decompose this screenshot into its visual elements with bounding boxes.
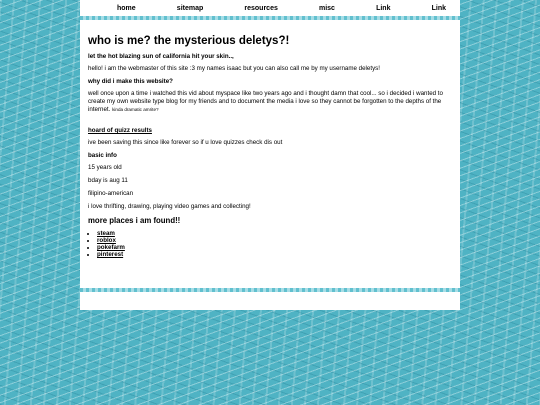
page-title: who is me? the mysterious deletys?!: [88, 35, 290, 47]
list-item: [97, 237, 452, 244]
list-item: [97, 244, 452, 251]
place-link-steam[interactable]: steam: [97, 230, 115, 237]
age-text: 15 years old: [88, 164, 122, 171]
more-places-heading: more places i am found!!: [88, 216, 181, 225]
list-item: [97, 230, 452, 237]
main-panel: [80, 0, 460, 310]
bottom-divider: [80, 288, 460, 292]
list-item: [97, 251, 452, 258]
hobbies-text: i love thrifting, drawing, playing video games and collecting!: [88, 203, 251, 210]
basic-info-heading: basic info: [88, 152, 117, 159]
bday-text: bday is aug 11: [88, 177, 128, 184]
why-small-text: kinda dramatic amrite?: [112, 107, 159, 112]
intro-text: hello! i am the webmaster of this site :3 my names isaac but you can also call me by my username deletys!: [88, 65, 380, 72]
place-link-pokefarm[interactable]: pokefarm: [97, 244, 125, 251]
why-heading: why did i make this website?: [88, 78, 173, 85]
content: [80, 20, 460, 258]
quizz-link[interactable]: hoard of quizz results: [88, 127, 152, 134]
ethnicity-text: filipino-american: [88, 190, 134, 197]
quizz-text: ive been saving this since like forever so if u love quizzes check dis out: [88, 139, 283, 146]
nav-link-2[interactable]: Link: [431, 4, 446, 12]
places-list: [88, 230, 452, 258]
place-link-pinterest[interactable]: pinterest: [97, 251, 124, 258]
nav-misc[interactable]: misc: [318, 4, 335, 12]
why-text: well once upon a time i watched this vid about myspace like two years ago and i thought damn that cool... so i decided i wanted to create my own website type blog for my friends and to document the media i love so they cannot be forgotten to the depths of the internet.: [88, 90, 443, 113]
nav-sitemap[interactable]: sitemap: [176, 4, 204, 12]
why-paragraph: [88, 90, 452, 114]
nav-resources[interactable]: resources: [244, 4, 278, 12]
top-nav: [80, 0, 460, 16]
nav-home[interactable]: home: [117, 4, 136, 12]
subtitle: let the hot blazing sun of california hit your skin..,: [88, 53, 234, 60]
place-link-roblox[interactable]: roblox: [97, 237, 116, 244]
nav-link-1[interactable]: Link: [376, 4, 391, 12]
